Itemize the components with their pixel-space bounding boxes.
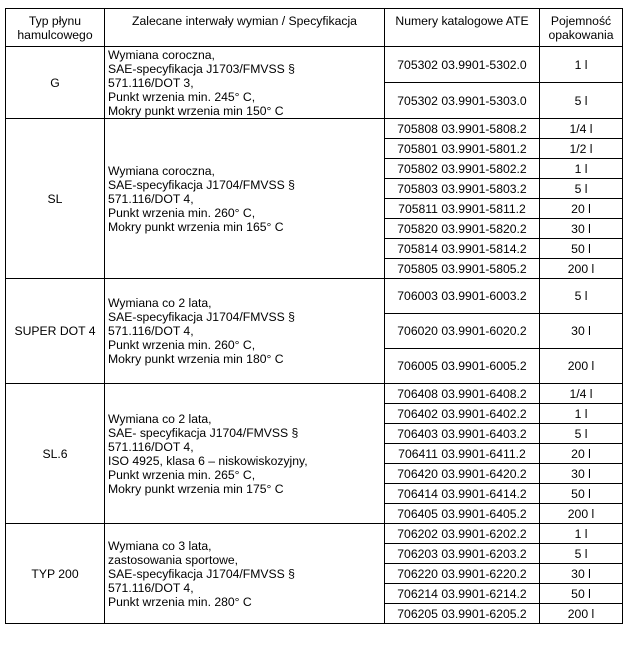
capacity-cell: 30 l	[540, 314, 623, 349]
table-row	[6, 47, 623, 83]
header-catalog: Numery katalogowe ATE	[385, 9, 540, 47]
table-row	[6, 279, 623, 314]
capacity-cell: 200 l	[540, 504, 623, 524]
fluid-type-cell: TYP 200	[6, 524, 105, 624]
capacity-cell: 5 l	[540, 83, 623, 119]
catalog-number-cell: 705801 03.9901-5801.2	[385, 139, 540, 159]
catalog-number-cell: 706420 03.9901-6420.2	[385, 464, 540, 484]
catalog-number-cell: 706003 03.9901-6003.2	[385, 279, 540, 314]
fluid-type-cell: G	[6, 47, 105, 119]
catalog-number-cell: 706403 03.9901-6403.2	[385, 424, 540, 444]
capacity-cell: 1/2 l	[540, 139, 623, 159]
capacity-cell: 5 l	[540, 279, 623, 314]
capacity-cell: 30 l	[540, 464, 623, 484]
header-row	[6, 9, 623, 47]
catalog-number-cell: 706020 03.9901-6020.2	[385, 314, 540, 349]
catalog-number-cell: 706214 03.9901-6214.2	[385, 584, 540, 604]
capacity-cell: 5 l	[540, 179, 623, 199]
catalog-number-cell: 705814 03.9901-5814.2	[385, 239, 540, 259]
fluid-type-cell: SL	[6, 119, 105, 279]
catalog-number-cell: 706005 03.9901-6005.2	[385, 349, 540, 384]
capacity-cell: 1 l	[540, 524, 623, 544]
catalog-number-cell: 706411 03.9901-6411.2	[385, 444, 540, 464]
capacity-cell: 1 l	[540, 159, 623, 179]
catalog-number-cell: 706220 03.9901-6220.2	[385, 564, 540, 584]
catalog-number-cell: 705803 03.9901-5803.2	[385, 179, 540, 199]
catalog-number-cell: 705811 03.9901-5811.2	[385, 199, 540, 219]
catalog-number-cell: 706414 03.9901-6414.2	[385, 484, 540, 504]
capacity-cell: 5 l	[540, 424, 623, 444]
catalog-number-cell: 706203 03.9901-6203.2	[385, 544, 540, 564]
catalog-number-cell: 705302 03.9901-5302.0	[385, 47, 540, 83]
fluid-type-cell: SL.6	[6, 384, 105, 524]
capacity-cell: 1 l	[540, 47, 623, 83]
header-type: Typ płynu hamulcowego	[6, 9, 105, 47]
capacity-cell: 50 l	[540, 239, 623, 259]
catalog-number-cell: 706408 03.9901-6408.2	[385, 384, 540, 404]
spec-cell: Wymiana co 2 lata, SAE- specyfikacja J1704/FMVSS § 571.116/DOT 4, ISO 4925, klasa 6 – niskowiskozyjny, Punkt wrzenia min. 265° C, Mokry punkt wrzenia min 175° C	[105, 384, 385, 524]
spec-cell: Wymiana co 2 lata, SAE-specyfikacja J1704/FMVSS § 571.116/DOT 4, Punkt wrzenia min. 260° C, Mokry punkt wrzenia min 180° C	[105, 279, 385, 384]
table-row	[6, 119, 623, 139]
capacity-cell: 5 l	[540, 544, 623, 564]
capacity-cell: 50 l	[540, 484, 623, 504]
capacity-cell: 1/4 l	[540, 119, 623, 139]
capacity-cell: 200 l	[540, 259, 623, 279]
capacity-cell: 1 l	[540, 404, 623, 424]
capacity-cell: 20 l	[540, 444, 623, 464]
spec-cell: Wymiana coroczna, SAE-specyfikacja J1704/FMVSS § 571.116/DOT 4, Punkt wrzenia min. 260° C, Mokry punkt wrzenia min 165° C	[105, 119, 385, 279]
capacity-cell: 30 l	[540, 564, 623, 584]
catalog-number-cell: 706202 03.9901-6202.2	[385, 524, 540, 544]
catalog-number-cell: 706205 03.9901-6205.2	[385, 604, 540, 624]
fluid-type-cell: SUPER DOT 4	[6, 279, 105, 384]
catalog-number-cell: 705802 03.9901-5802.2	[385, 159, 540, 179]
catalog-number-cell: 705805 03.9901-5805.2	[385, 259, 540, 279]
capacity-cell: 30 l	[540, 219, 623, 239]
capacity-cell: 1/4 l	[540, 384, 623, 404]
capacity-cell: 20 l	[540, 199, 623, 219]
spec-cell: Wymiana co 3 lata, zastosowania sportowe, SAE-specyfikacja J1704/FMVSS § 571.116/DOT 4, Punkt wrzenia min. 280° C	[105, 524, 385, 624]
header-capacity: Pojemność opakowania	[540, 9, 623, 47]
capacity-cell: 50 l	[540, 584, 623, 604]
catalog-number-cell: 706402 03.9901-6402.2	[385, 404, 540, 424]
table-row	[6, 524, 623, 544]
table-row	[6, 384, 623, 404]
header-interval: Zalecane interwały wymian / Specyfikacja	[105, 9, 385, 47]
spec-cell: Wymiana coroczna, SAE-specyfikacja J1703/FMVSS § 571.116/DOT 3, Punkt wrzenia min. 245° C, Mokry punkt wrzenia min 150° C	[105, 47, 385, 119]
catalog-number-cell: 705302 03.9901-5303.0	[385, 83, 540, 119]
catalog-number-cell: 706405 03.9901-6405.2	[385, 504, 540, 524]
catalog-number-cell: 705820 03.9901-5820.2	[385, 219, 540, 239]
catalog-number-cell: 705808 03.9901-5808.2	[385, 119, 540, 139]
brake-fluid-table	[5, 8, 623, 624]
capacity-cell: 200 l	[540, 604, 623, 624]
capacity-cell: 200 l	[540, 349, 623, 384]
